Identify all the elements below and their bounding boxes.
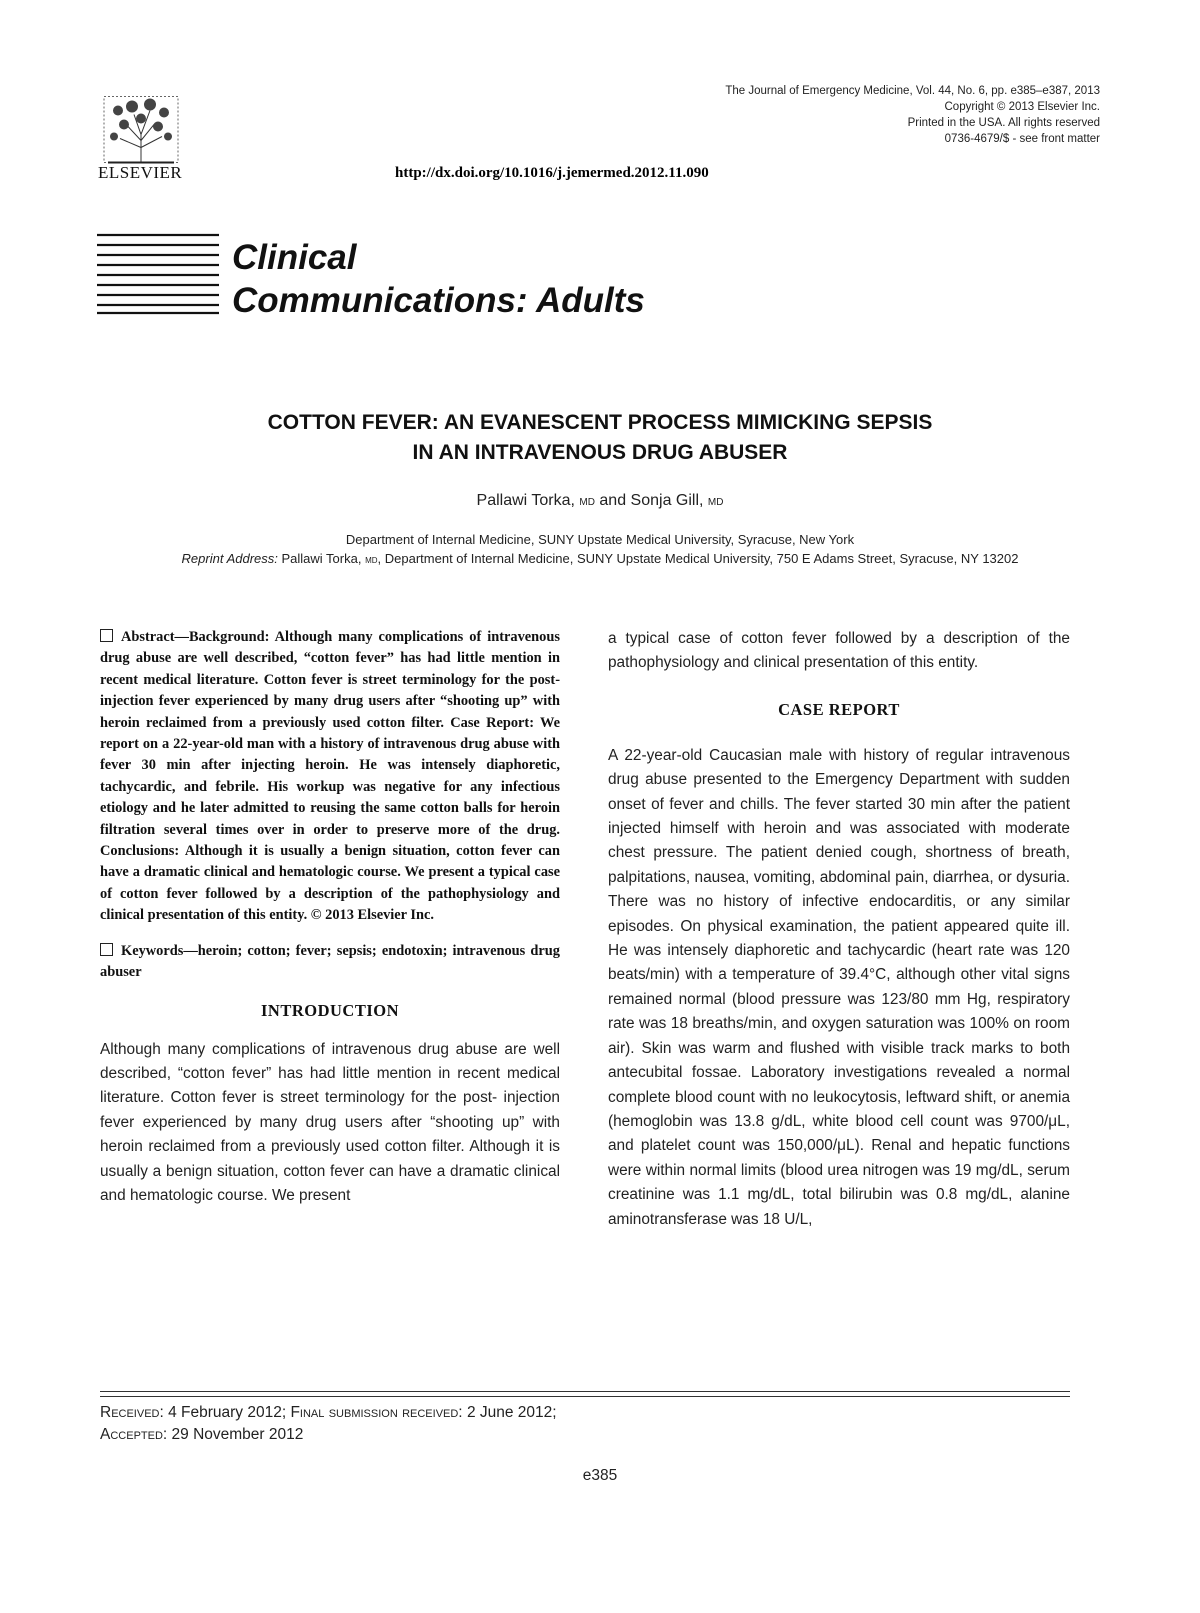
case-report-heading: CASE REPORT — [778, 699, 900, 719]
journal-line: The Journal of Emergency Medicine, Vol. 44, No. 6, pp. e385–e387, 2013 — [725, 85, 1100, 97]
footer-rule — [100, 1396, 1070, 1397]
received-date: 4 February 2012; — [168, 1404, 287, 1421]
section-title-line2: Communications: Adults — [232, 281, 645, 320]
issn-line: 0736-4679/$ - see front matter — [944, 133, 1100, 145]
page-number: e385 — [582, 1467, 618, 1484]
right-column — [608, 627, 1070, 1232]
author-degree: md — [707, 492, 724, 508]
accepted-label: Accepted: — [100, 1426, 168, 1443]
received-line — [100, 1402, 557, 1424]
article-title — [100, 408, 1100, 468]
reprint-name: Pallawi Torka, — [281, 551, 362, 566]
author-name: Pallawi Torka, — [476, 492, 575, 509]
affiliation-block — [100, 530, 1100, 570]
article-title-line2: IN AN INTRAVENOUS DRUG ABUSER — [412, 441, 788, 464]
case-report-text: A 22-year-old Caucasian male with history of regular intravenous drug abuse presented to the Emergency Department with sudden onset of fever and chills. The fever started 30 min after the patient injected himself with heroin and was associated with moderate chest pressure. The patient denied cough, shortness of breath, palpitations, nausea, vomiting, abdominal pain, diarrhea, or dysuria. There was no history of infective endocarditis, or any similar episodes. On physical examination, the patient appeared quite ill. He was intensely diaphoretic and tachycardic (heart rate was 120 beats/min) with a temperature of 39.4°C, although other vital signs remained normal (blood pressure was 123/80 mm Hg, respiratory rate was 18 breaths/min, and oxygen saturation was 100% on room air). Skin was warm and flushed with visible track marks to both antecubital fossae. Laboratory investigations revealed a normal complete blood count with no leukocytosis, leftward shift, or anemia (hemoglobin was 13.8 g/dL, white blood cell count was 9700/μL, and platelet count was 150,000/μL). Renal and hepatic functions were within normal limits (blood urea nitrogen was 19 mg/dL, serum creatinine was 1.1 mg/dL, total bilirubin was 0.8 mg/dL, alanine aminotransferase was 18 U/L, — [608, 746, 1070, 1228]
section-title-line1: Clinical — [232, 238, 357, 277]
checkbox-icon — [100, 629, 113, 642]
final-label: Final submission received: — [290, 1404, 463, 1421]
left-column — [100, 627, 560, 1208]
section-rule-lines — [97, 233, 221, 315]
checkbox-icon — [100, 943, 113, 956]
affiliation: Department of Internal Medicine, SUNY Upstate Medical University, Syracuse, New York — [345, 532, 855, 547]
accepted-date: 29 November 2012 — [171, 1426, 304, 1443]
doi-link[interactable]: http://dx.doi.org/10.1016/j.jemermed.2012.11.090 — [395, 165, 709, 181]
accepted-line — [100, 1424, 557, 1446]
article-title-line1: COTTON FEVER: AN EVANESCENT PROCESS MIMICKING SEPSIS — [267, 411, 933, 434]
section-title — [232, 236, 645, 322]
introduction-text: Although many complications of intravenous drug abuse are well described, “cotton fever” has had little mention in recent medical literature. Cotton fever is street terminology for the post- injection fever experienced by many drug users after “shooting up” with heroin reclaimed from a previously used cotton filter. Although it is usually a benign situation, cotton fever can have a dramatic clinical and hematologic course. We present — [100, 1040, 560, 1204]
reprint-address — [100, 549, 1100, 570]
publisher-wordmark: ELSEVIER — [98, 163, 183, 182]
author-degree: md — [579, 492, 595, 508]
journal-citation — [725, 83, 1100, 147]
footer-rule — [100, 1391, 1070, 1392]
received-label: Received: — [100, 1404, 164, 1421]
copyright-line: Copyright © 2013 Elsevier Inc. — [944, 101, 1100, 113]
reprint-degree: md — [365, 554, 378, 566]
rights-line: Printed in the USA. All rights reserved — [907, 117, 1100, 129]
introduction-heading: INTRODUCTION — [260, 1000, 400, 1020]
keywords-text: Keywords—heroin; cotton; fever; sepsis; endotoxin; intravenous drug abuser — [100, 942, 560, 981]
reprint-label: Reprint Address: — [181, 551, 278, 566]
keywords — [100, 941, 560, 984]
submission-dates — [100, 1402, 557, 1446]
abstract — [100, 627, 560, 927]
introduction-continued: a typical case of cotton fever followed by a description of the pathophysiology and clinical presentation of this entity. — [608, 630, 1070, 672]
author-list — [100, 492, 1100, 510]
final-date: 2 June 2012; — [466, 1404, 557, 1421]
author-name: and Sonja Gill, — [599, 492, 704, 509]
reprint-address-text: , Department of Internal Medicine, SUNY Upstate Medical University, 750 E Adams Street, Syracuse, NY 13202 — [377, 551, 1019, 566]
abstract-text: Abstract—Background: Although many complications of intravenous drug abuse are well described, “cotton fever” has had little mention in recent medical literature. Cotton fever is street terminology for the post-injection fever experienced by many drug users after “shooting up” with heroin reclaimed from a previously used cotton filter. Case Report: We report on a 22-year-old man with a history of intravenous drug abuse with fever 30 min after injecting heroin. He was intensely diaphoretic, tachycardic, and febrile. His workup was negative for any infectious etiology and he later admitted to reusing the same cotton balls for heroin filtration several times over in order to preserve more of the drug. Conclusions: Although it is usually a benign situation, cotton fever can have a dramatic clinical and hematologic course. We present a typical case of cotton fever followed by a description of the pathophysiology and clinical presentation of this entity. © 2013 Elsevier Inc. — [100, 629, 560, 924]
